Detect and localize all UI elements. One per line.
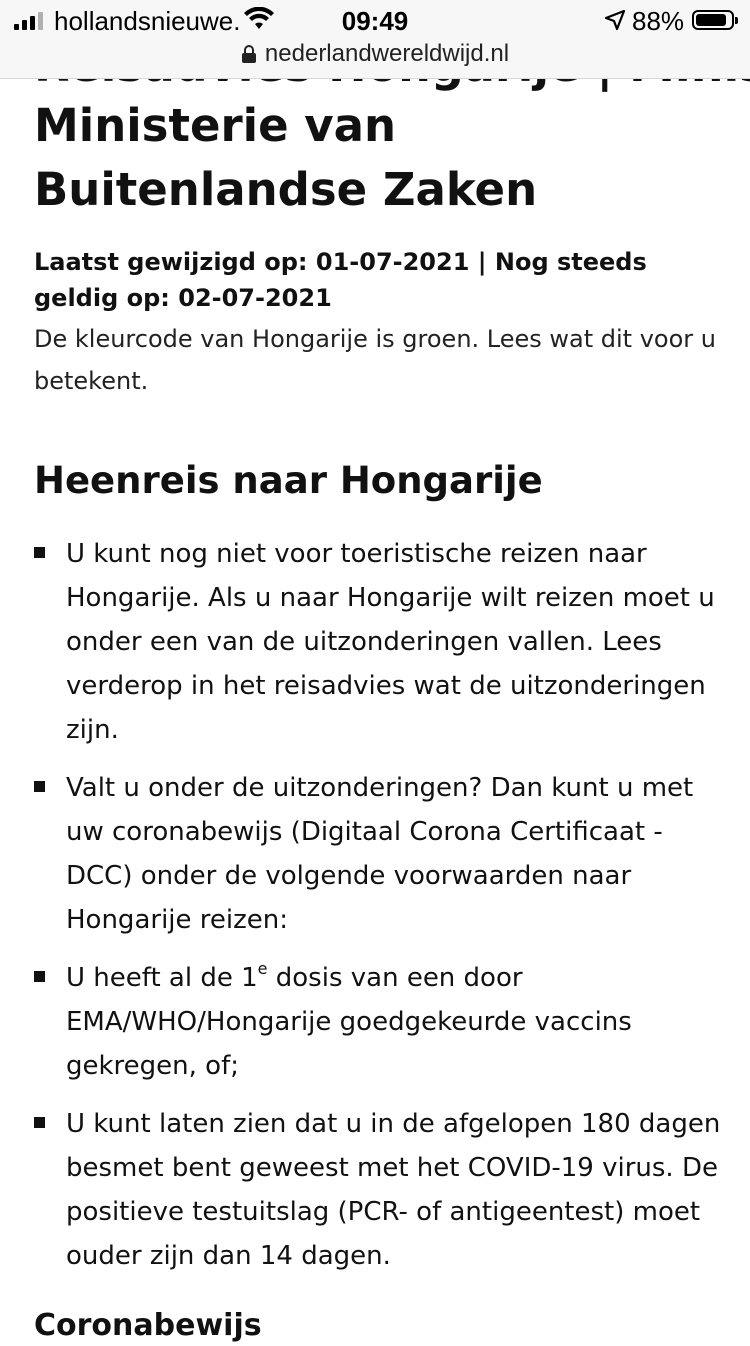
bullet-list — [34, 532, 724, 1292]
lock-icon — [241, 43, 257, 71]
list-item — [34, 532, 724, 752]
battery-fill — [696, 14, 726, 26]
bullet-square-icon — [34, 971, 45, 982]
bullet-square-icon — [34, 781, 45, 792]
superscript: e — [257, 959, 268, 978]
section-heading-heenreis: Heenreis naar Hongarije — [34, 459, 543, 502]
signal-strength-icon — [14, 12, 46, 30]
page-title: Ministerie van Buitenlandse Zaken — [34, 99, 538, 216]
list-item-text: Valt u onder de uitzonderingen? Dan kunt u met uw coronabewijs (Digitaal Corona Certificaat - DCC) onder de volgende voorwaarden naar Hongarije reizen: — [66, 773, 694, 935]
bullet-square-icon — [34, 1117, 45, 1128]
bullet-square-icon — [34, 547, 45, 558]
clock: 09:49 — [341, 6, 409, 36]
carrier-name: hollandsnieuwe. — [54, 6, 241, 36]
url-text: nederlandwereldwijd.nl — [264, 40, 510, 67]
intro-text: De kleurcode van Hongarije is groen. Lees wat dit voor u betekent. — [34, 325, 716, 395]
battery-percentage: 88% — [632, 6, 685, 36]
list-item — [34, 766, 724, 942]
battery-icon — [692, 10, 734, 30]
list-item-text: U kunt laten zien dat u in de afgelopen 180 dagen besmet bent geweest met het COVID-19 virus. De positieve testuitslag (PCR- of antigeentest) moet ouder zijn dan 14 dagen. — [66, 1109, 721, 1271]
wifi-icon — [244, 7, 274, 36]
list-item-text: U kunt nog niet voor toeristische reizen naar Hongarije. Als u naar Hongarije wilt reizen moet u onder een van de uitzonderingen vallen. Lees verderop in het reisadvies wat de uitzonderingen zijn. — [66, 539, 715, 745]
browser-status-bar — [0, 0, 750, 79]
address-bar[interactable] — [0, 40, 750, 72]
section-heading-coronabewijs: Coronabewijs — [34, 1308, 262, 1343]
location-arrow-icon — [604, 9, 626, 36]
list-item — [34, 1102, 724, 1278]
status-row — [0, 0, 750, 40]
list-item-text-end: dosis van een door EMA/WHO/Hongarije goedgekeurde vaccins gekregen, of; — [66, 963, 632, 1081]
list-item — [34, 956, 724, 1088]
last-modified-info: Laatst gewijzigd op: 01-07-2021 | Nog steeds geldig op: 02-07-2021 — [34, 248, 647, 312]
list-item-text-start: U heeft al de 1 — [66, 963, 258, 993]
